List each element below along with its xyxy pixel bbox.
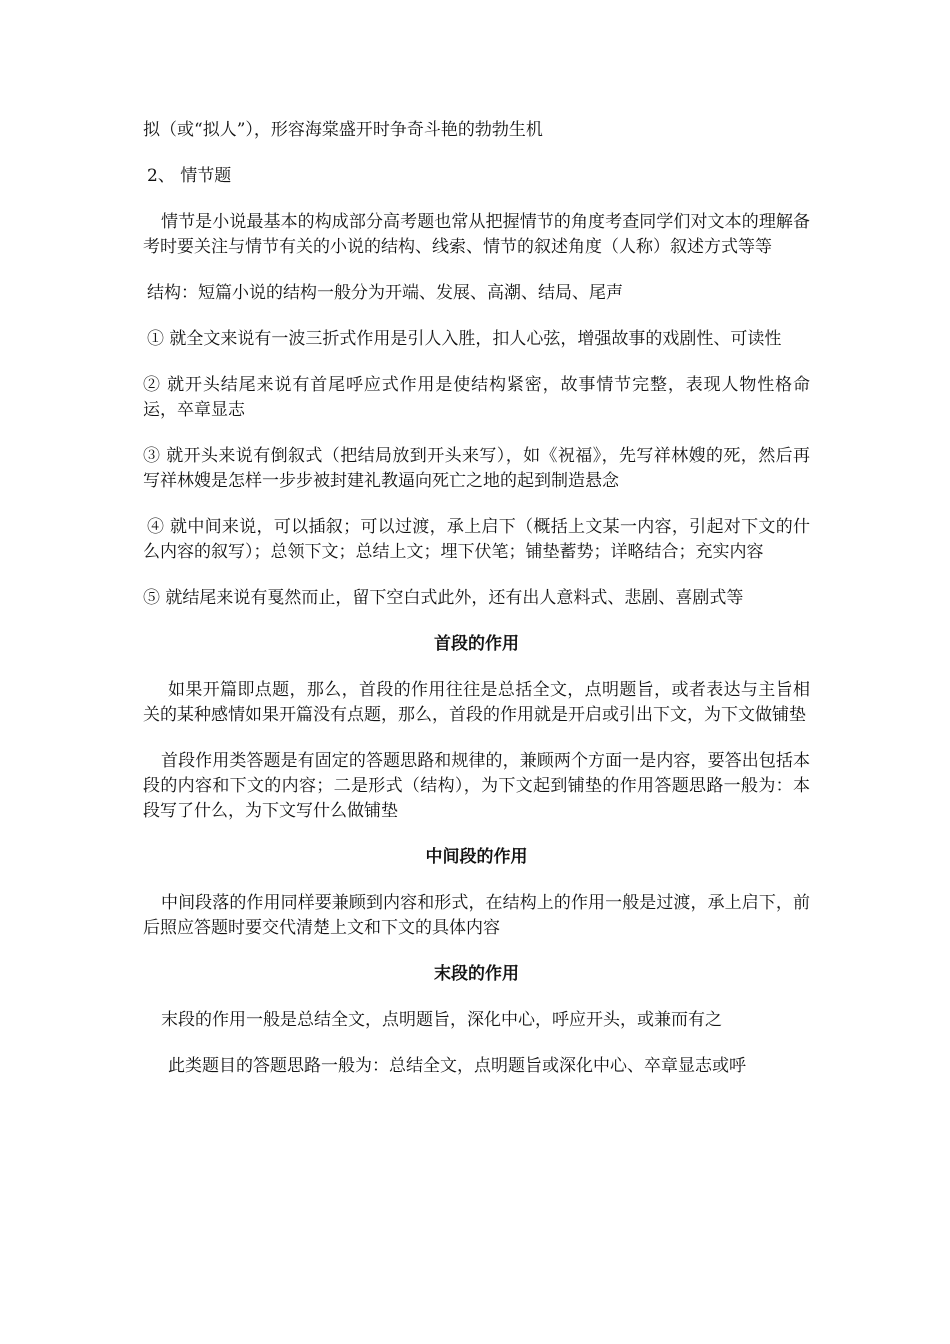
section-label-plot: 2、 情节题: [147, 166, 232, 186]
paragraph-1: 拟（或“拟人”），形容海棠盛开时争奇斗艳的勃勃生机: [143, 120, 543, 140]
list-item-2: ② 就开头结尾来说有首尾呼应式作用是使结构紧密，故事情节完整，表现人物性格命运，卒章显志: [143, 375, 810, 420]
list-item-4: ④ 就中间来说，可以插叙；可以过渡，承上启下（概括上文某一内容，引起对下文的什么内容的叙写）；总领下文；总结上文；埋下伏笔；铺垫蓄势；详略结合；充实内容: [143, 517, 810, 562]
heading-first-paragraph: 首段的作用: [434, 634, 519, 654]
list-item-5: ⑤ 就结尾来说有戛然而止，留下空白式此外，还有出人意料式、悲剧、喜剧式等: [143, 588, 744, 608]
heading-middle-paragraph: 中间段的作用: [425, 847, 528, 867]
paragraph-structure: 结构：短篇小说的结构一般分为开端、发展、高潮、结局、尾声: [147, 283, 623, 303]
list-item-3: ③ 就开头来说有倒叙式（把结局放到开头来写），如《祝福》，先写祥林嫂的死，然后再写祥林嫂是怎样一步步被封建礼教逼向死亡之地的起到制造悬念: [143, 446, 810, 491]
paragraph-plot-intro: 情节是小说最基本的构成部分高考题也常从把握情节的角度考查同学们对文本的理解备考时要关注与情节有关的小说的结构、线索、情节的叙述角度（人称）叙述方式等等: [143, 212, 810, 257]
heading-last-paragraph: 末段的作用: [434, 964, 519, 984]
list-item-1: ① 就全文来说有一波三折式作用是引人入胜，扣人心弦，增强故事的戏剧性、可读性: [147, 329, 782, 349]
paragraph-last-1: 末段的作用一般是总结全文，点明题旨，深化中心，呼应开头，或兼而有之: [161, 1010, 722, 1030]
document-page: [143, 118, 810, 1079]
paragraph-first-1: 如果开篇即点题，那么，首段的作用往往是总括全文，点明题旨，或者表达与主旨相关的某种感情如果开篇没有点题，那么，首段的作用就是开启或引出下文，为下文做铺垫: [143, 680, 810, 725]
paragraph-middle: 中间段落的作用同样要兼顾到内容和形式，在结构上的作用一般是过渡，承上启下，前后照应答题时要交代清楚上文和下文的具体内容: [143, 893, 810, 938]
paragraph-first-2: 首段作用类答题是有固定的答题思路和规律的，兼顾两个方面一是内容，要答出包括本段的内容和下文的内容；二是形式（结构），为下文起到铺垫的作用答题思路一般为：本段写了什么，为下文写什么做铺垫: [143, 751, 810, 821]
paragraph-last-2: 此类题目的答题思路一般为：总结全文，点明题旨或深化中心、卒章显志或呼: [168, 1056, 746, 1076]
